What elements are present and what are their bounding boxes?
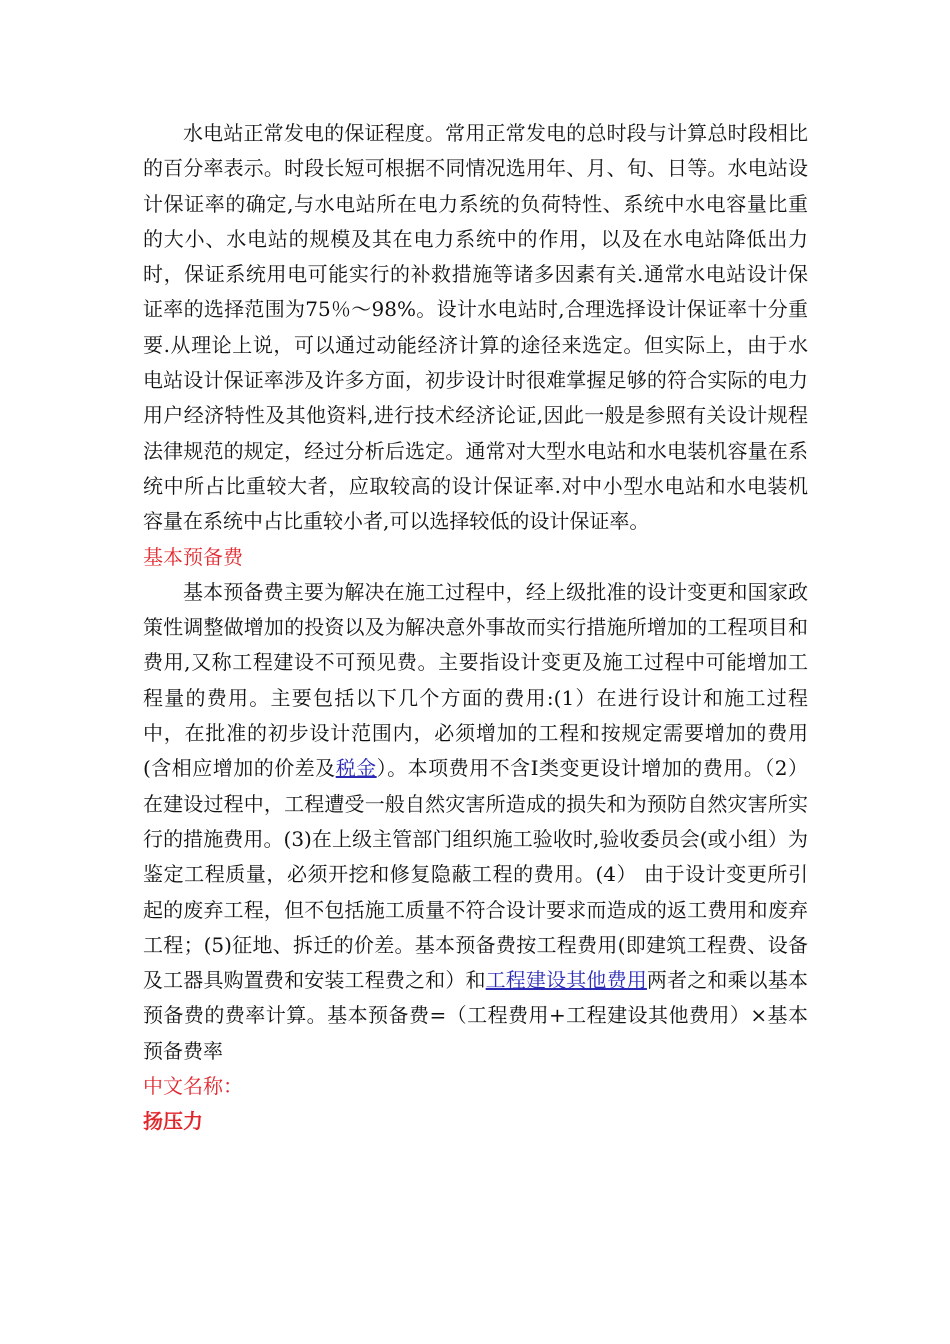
paragraph-text-part1: 基本预备费主要为解决在施工过程中，经上级批准的设计变更和国家政策性调整做增加的投资以及为解决意外事故而实行措施所增加的工程项目和费用,又称工程建设不可预见费。主要指设计变更及施工过程中可能增加工程量的费用。主要包括以下几个方面的费用:(1）在进行设计和施工过程中，在批准的初步设计范围内，必须增加的工程和按规定需要增加的费用 (含相应增加的价差及 bbox=[143, 579, 808, 781]
link-other-construction-costs[interactable]: 工程建设其他费用 bbox=[485, 968, 647, 993]
heading-basic-reserve-fee: 基本预备费 bbox=[143, 544, 243, 569]
document-page bbox=[143, 116, 808, 1140]
link-tax[interactable]: 税金 bbox=[335, 756, 377, 781]
term-uplift-pressure: 扬压力 bbox=[143, 1109, 203, 1134]
paragraph-basic-reserve-fee bbox=[143, 575, 808, 1069]
paragraph-text-part3: 两者之和乘以基本预备费的费率计算。基本预备费=（工程费用+工程建设其他费用）×基本预备费率 bbox=[143, 968, 808, 1063]
paragraph-design-guarantee-rate: 水电站正常发电的保证程度。常用正常发电的总时段与计算总时段相比的百分率表示。时段长短可根据不同情况选用年、月、旬、日等。水电站设计保证率的确定,与水电站所在电力系统的负荷特性、系统中水电容量比重的大小、水电站的规模及其在电力系统中的作用，以及在水电站降低出力时，保证系统用电可能实行的补救措施等诸多因素有关.通常水电站设计保证率的选择范围为75％～98%。设计水电站时,合理选择设计保证率十分重要.从理论上说，可以通过动能经济计算的途径来选定。但实际上，由于水电站设计保证率涉及许多方面，初步设计时很难掌握足够的符合实际的电力用户经济特性及其他资料,进行技术经济论证,因此一般是参照有关设计规程法律规范的规定，经过分析后选定。通常对大型水电站和水电装机容量在系统中所占比重较大者，应取较高的设计保证率.对中小型水电站和水电装机容量在系统中占比重较小者,可以选择较低的设计保证率。 bbox=[143, 121, 808, 534]
paragraph-text-part2: ）。本项费用不含Ⅰ类变更设计增加的费用。（2） 在建设过程中，工程遭受一般自然灾害所造成的损失和为预防自然灾害所实行的措施费用。(3)在上级主管部门组织施工验收时,验收委员会(或小组）为鉴定工程质量，必须开挖和修复隐蔽工程的费用。(4） 由于设计变更所引起的废弃工程，但不包括施工质量不符合设计要求而造成的返工费用和废弃工程；(5)征地、拆迁的价差。基本预备费按工程费用(即建筑工程费、设备及工器具购置费和安装工程费之和）和 bbox=[143, 756, 809, 993]
label-chinese-name: 中文名称： bbox=[143, 1074, 243, 1099]
